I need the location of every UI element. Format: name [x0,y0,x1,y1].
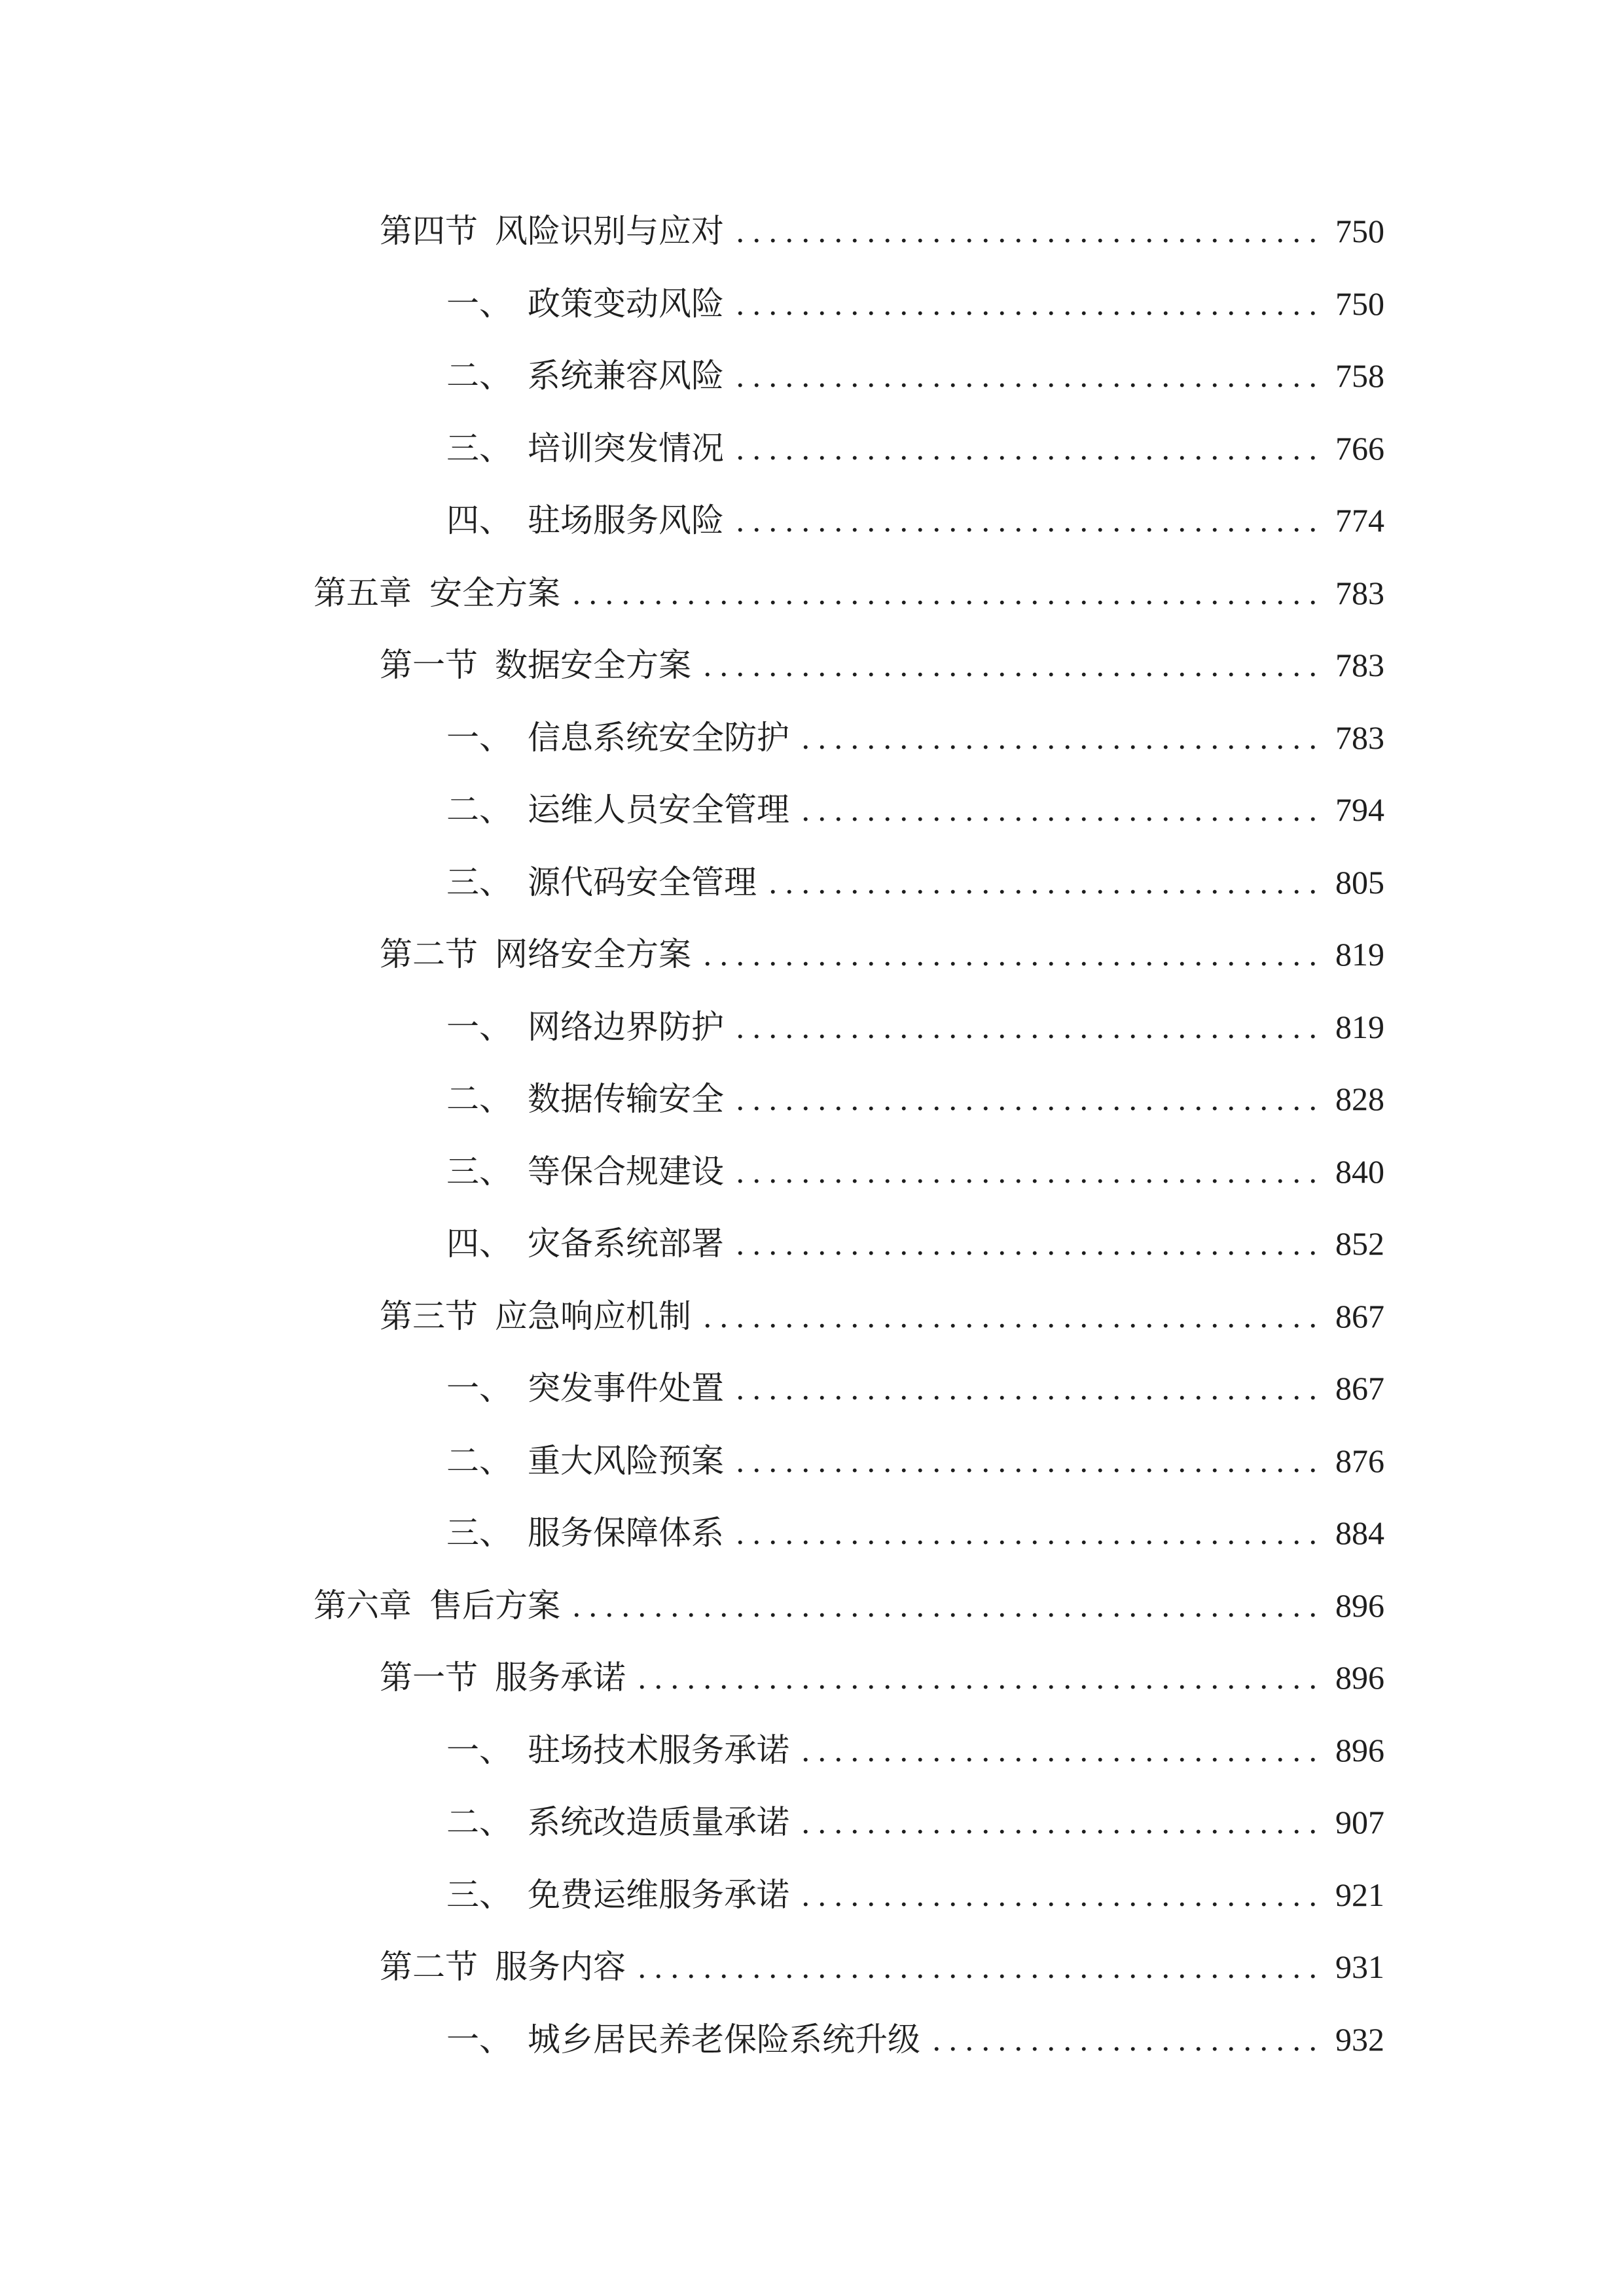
toc-entry-title: 售后方案 [429,1587,560,1624]
toc-entry-label: 第一节 [380,647,478,683]
toc-entry-label: 四、 [446,502,512,539]
toc-entry-title: 等保合规建设 [528,1153,724,1190]
toc-dot-leader [732,412,1317,485]
toc-dot-leader [732,1497,1317,1570]
toc-entry-title: 风险识别与应对 [495,213,724,249]
toc-entry-label: 第三节 [380,1297,478,1335]
toc-dot-leader [732,1425,1317,1498]
toc-entry-label: 三、 [446,1515,512,1551]
toc-dot-leader [797,702,1317,774]
toc-dot-leader [699,918,1317,991]
toc-dot-leader [732,991,1317,1064]
toc-subsection-entry [314,1136,1384,1208]
toc-entry-page: 896 [1335,1587,1384,1624]
toc-dot-leader [732,1063,1317,1136]
toc-entry-title: 网络安全方案 [495,936,691,973]
toc-entry-page: 828 [1335,1081,1384,1117]
toc-entry-label: 三、 [446,1876,512,1913]
toc-section-entry [314,1280,1384,1353]
toc-entry-title: 驻场技术服务承诺 [528,1731,789,1768]
toc-entry-label: 一、 [446,1731,512,1768]
toc-entry-page: 783 [1335,719,1384,756]
toc-entry-title: 安全方案 [429,574,560,611]
toc-dot-leader [634,1641,1317,1714]
toc-entry-title: 源代码安全管理 [528,863,757,901]
toc-entry-title: 数据传输安全 [528,1081,724,1117]
toc-dot-leader [797,774,1317,846]
toc-dot-leader [568,1570,1317,1642]
toc-dot-leader [797,1859,1317,1931]
toc-entry-label: 第二节 [380,936,478,973]
toc-subsection-entry [314,268,1384,340]
toc-entry-label: 一、 [446,285,512,322]
toc-entry-label: 一、 [446,719,512,756]
toc-section-entry [314,1931,1384,2003]
toc-subsection-entry [314,1786,1384,1859]
toc-dot-leader [765,846,1317,919]
toc-entry-label: 四、 [446,1225,512,1262]
toc-entry-label: 三、 [446,429,512,467]
toc-dot-leader [732,268,1317,340]
toc-entry-title: 系统改造质量承诺 [528,1804,789,1840]
toc-dot-leader [732,1208,1317,1280]
toc-section-entry [314,629,1384,702]
toc-entry-title: 服务保障体系 [528,1515,724,1551]
toc-subsection-entry [314,484,1384,557]
toc-dot-leader [797,1786,1317,1859]
toc-entry-page: 932 [1335,2020,1384,2058]
toc-entry-page: 876 [1335,1442,1384,1479]
toc-dot-leader [699,1280,1317,1353]
toc-entry-label: 第五章 [314,574,412,611]
toc-entry-title: 政策变动风险 [528,285,724,322]
toc-entry-label: 第六章 [314,1587,412,1624]
toc-subsection-entry [314,412,1384,485]
toc-entry-label: 一、 [446,1008,512,1045]
toc-entry-page: 884 [1335,1515,1384,1551]
toc-entry-label: 三、 [446,1153,512,1190]
toc-entry-label: 第四节 [380,213,478,249]
toc-entry-page: 852 [1335,1225,1384,1262]
toc-entry-label: 一、 [446,2020,512,2058]
toc-entry-title: 突发事件处置 [528,1370,724,1407]
toc-entry-label: 二、 [446,357,512,394]
toc-subsection-entry [314,774,1384,846]
toc-entry-title: 灾备系统部署 [528,1225,724,1262]
toc-entry-title: 运维人员安全管理 [528,791,789,828]
toc-subsection-entry [314,1497,1384,1570]
toc-entry-page: 840 [1335,1153,1384,1190]
toc-entry-label: 三、 [446,863,512,901]
toc-entry-page: 750 [1335,213,1384,249]
toc-subsection-entry [314,1859,1384,1931]
toc-entry-page: 758 [1335,357,1384,394]
toc-entry-page: 819 [1335,936,1384,973]
toc-dot-leader [732,484,1317,557]
toc-entry-page: 819 [1335,1008,1384,1045]
toc-entry-page: 931 [1335,1948,1384,1985]
toc-entry-label: 二、 [446,791,512,828]
toc-entry-page: 783 [1335,647,1384,683]
toc-dot-leader [797,1714,1317,1787]
toc-dot-leader [699,629,1317,702]
toc-entry-page: 766 [1335,429,1384,467]
toc-section-entry [314,1641,1384,1714]
toc-entry-page: 896 [1335,1659,1384,1696]
toc-entry-label: 一、 [446,1370,512,1407]
toc-entry-page: 794 [1335,791,1384,828]
toc-subsection-entry [314,1714,1384,1787]
toc-section-entry [314,195,1384,268]
toc-dot-leader [634,1931,1317,2003]
toc-entry-label: 二、 [446,1081,512,1117]
toc-subsection-entry [314,846,1384,919]
toc-entry-title: 免费运维服务承诺 [528,1876,789,1913]
toc-entry-title: 信息系统安全防护 [528,719,789,756]
toc-entry-page: 774 [1335,502,1384,539]
toc-entry-page: 750 [1335,285,1384,322]
toc-dot-leader [928,2003,1317,2076]
toc-entry-page: 896 [1335,1731,1384,1768]
table-of-contents [314,195,1384,2075]
toc-entry-title: 服务内容 [495,1948,626,1985]
toc-entry-title: 网络边界防护 [528,1008,724,1045]
toc-entry-label: 第一节 [380,1659,478,1696]
toc-subsection-entry [314,1352,1384,1425]
toc-entry-label: 第二节 [380,1948,478,1985]
toc-subsection-entry [314,702,1384,774]
toc-entry-page: 921 [1335,1876,1384,1913]
toc-entry-page: 907 [1335,1804,1384,1840]
toc-entry-title: 服务承诺 [495,1659,626,1696]
toc-entry-title: 应急响应机制 [495,1297,691,1335]
toc-chapter-entry [314,557,1384,630]
toc-section-entry [314,918,1384,991]
toc-subsection-entry [314,1208,1384,1280]
toc-entry-page: 867 [1335,1297,1384,1335]
toc-entry-title: 重大风险预案 [528,1442,724,1479]
toc-dot-leader [732,1352,1317,1425]
toc-dot-leader [732,1136,1317,1208]
toc-dot-leader [732,340,1317,412]
toc-subsection-entry [314,991,1384,1064]
toc-entry-title: 城乡居民养老保险系统升级 [528,2020,920,2058]
toc-entry-page: 867 [1335,1370,1384,1407]
toc-chapter-entry [314,1570,1384,1642]
toc-dot-leader [568,557,1317,630]
toc-subsection-entry [314,2003,1384,2076]
toc-dot-leader [732,195,1317,268]
toc-entry-label: 二、 [446,1442,512,1479]
toc-subsection-entry [314,340,1384,412]
toc-entry-label: 二、 [446,1804,512,1840]
toc-entry-title: 培训突发情况 [528,429,724,467]
toc-entry-title: 驻场服务风险 [528,502,724,539]
toc-subsection-entry [314,1063,1384,1136]
toc-entry-page: 805 [1335,863,1384,901]
toc-entry-title: 数据安全方案 [495,647,691,683]
toc-subsection-entry [314,1425,1384,1498]
toc-entry-title: 系统兼容风险 [528,357,724,394]
toc-entry-page: 783 [1335,574,1384,611]
